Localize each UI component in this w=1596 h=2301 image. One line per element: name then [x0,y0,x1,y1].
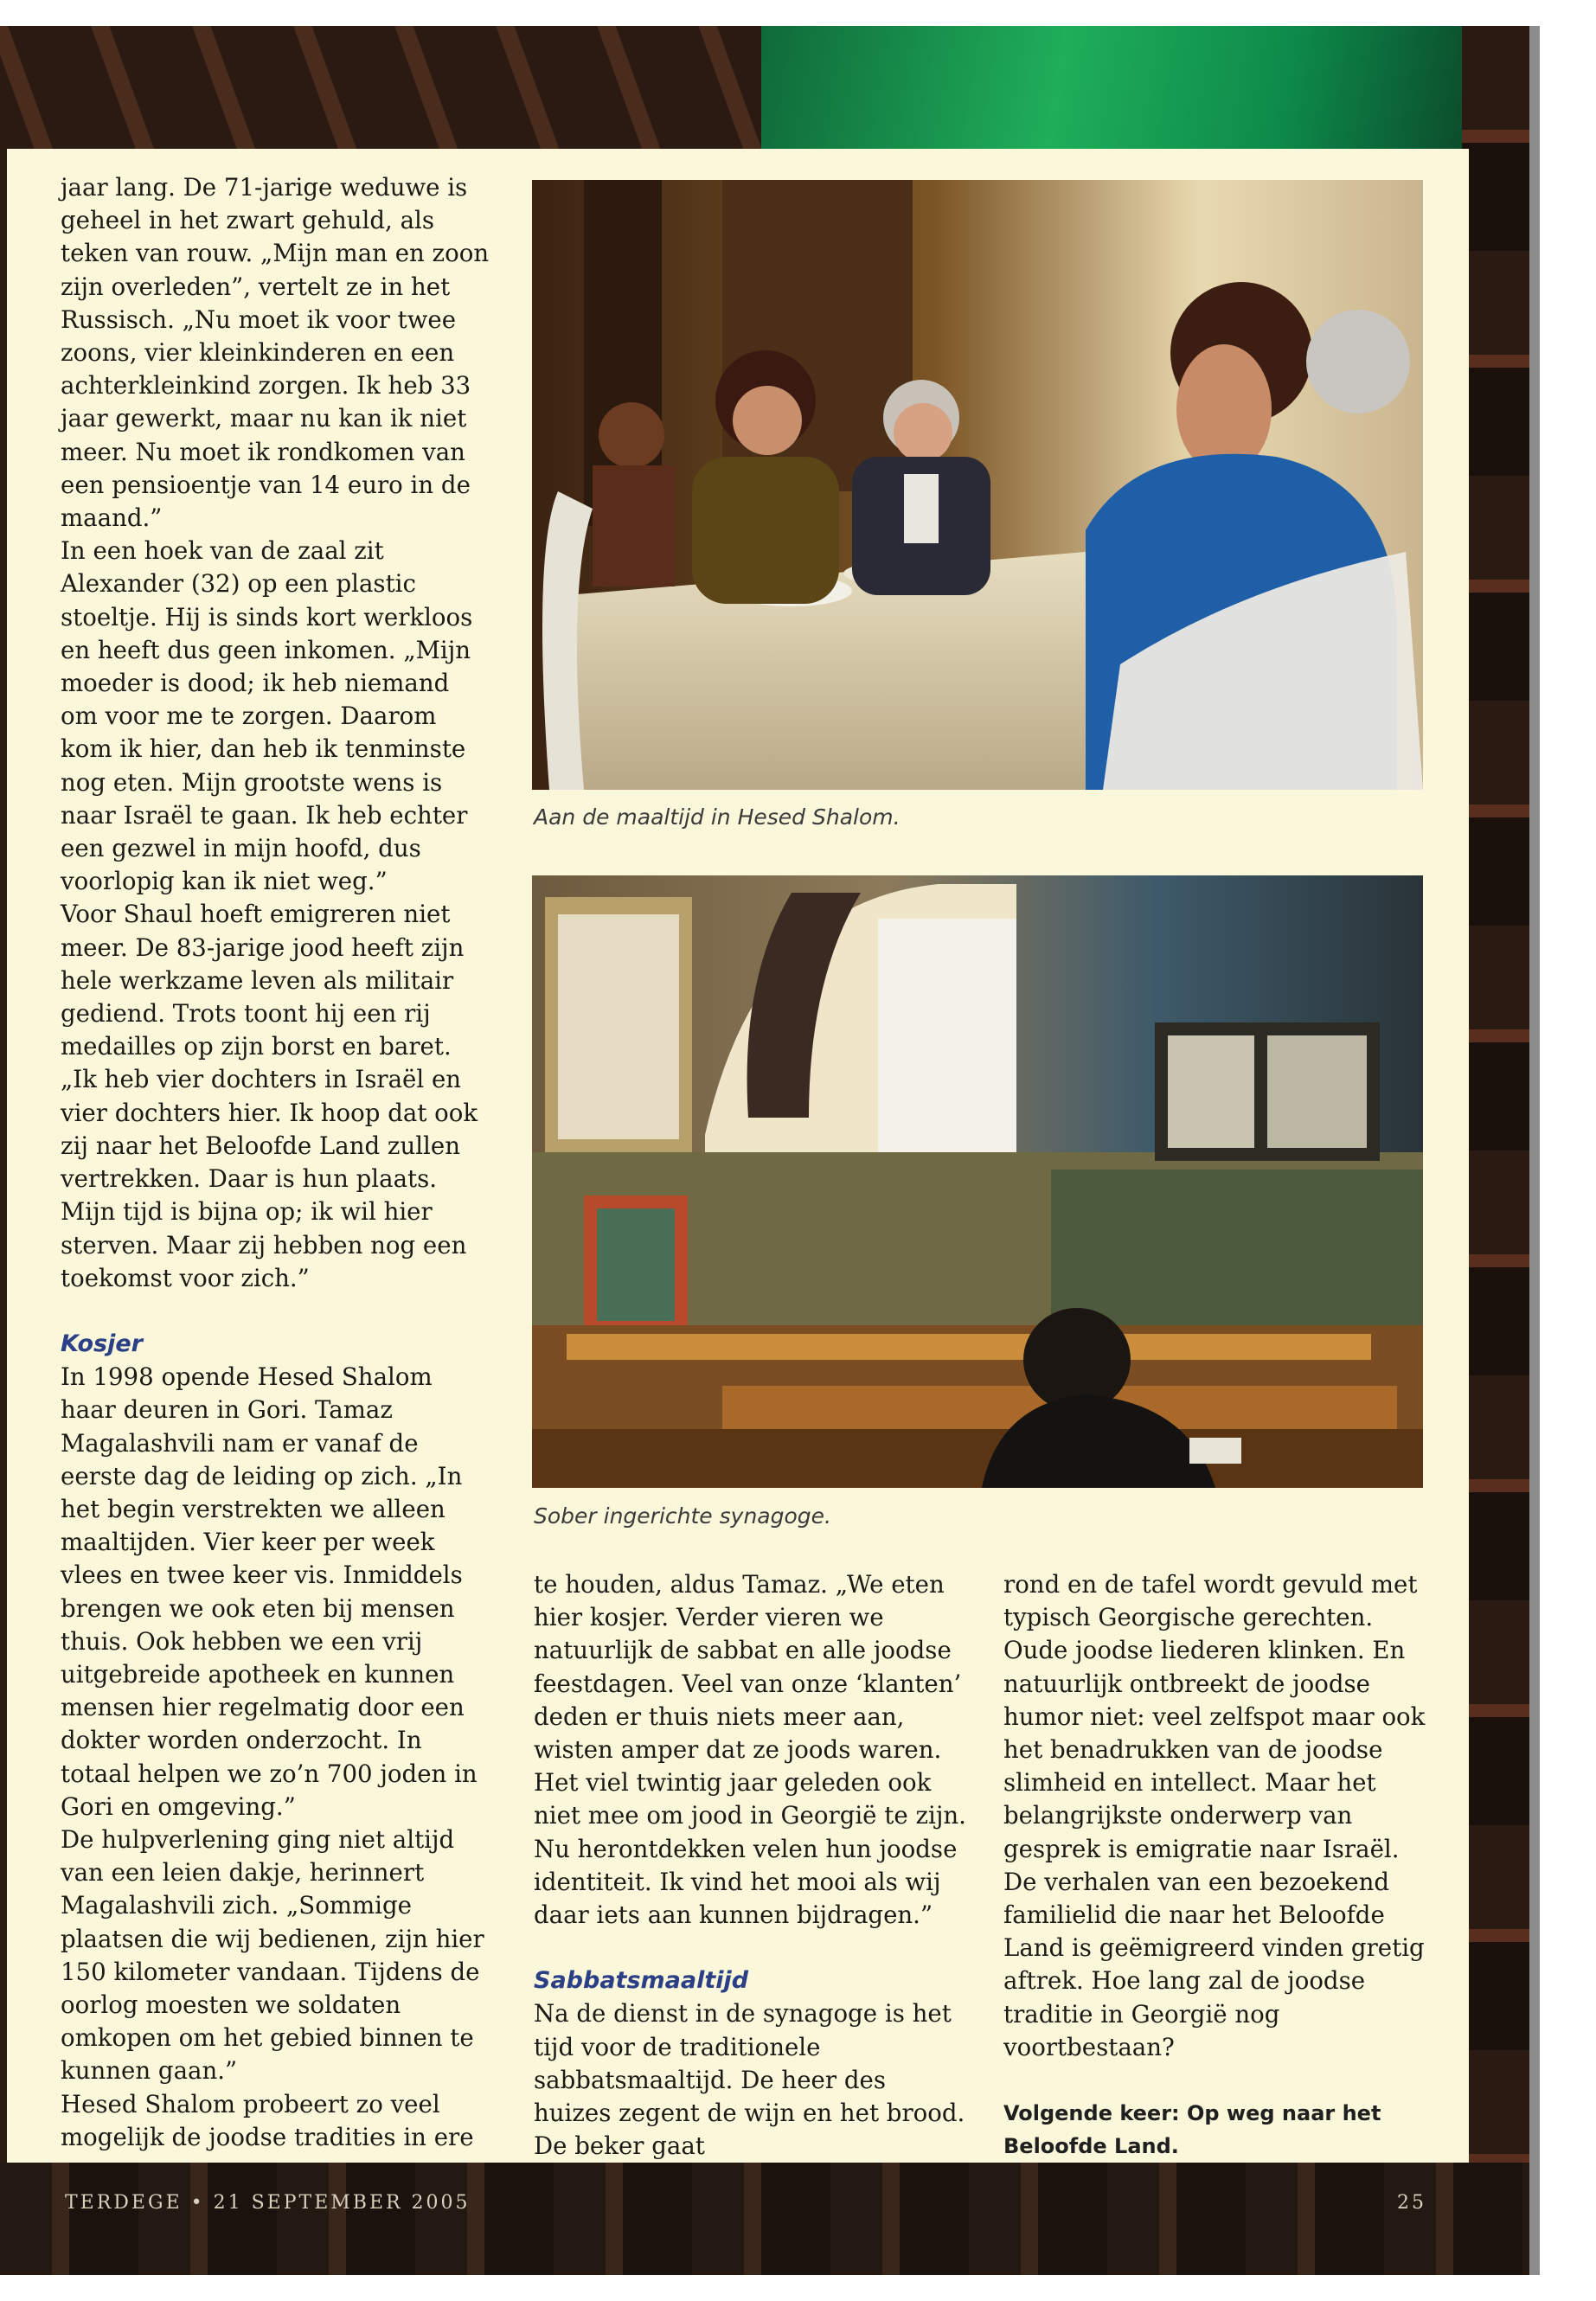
photo-meal-image [532,180,1423,790]
paragraph: Hesed Shalom probeert zo veel mogelijk de joodse tradities in ere [61,2089,474,2151]
background-photo-right-strip [1462,26,1529,2275]
scan-edge [1529,26,1540,2275]
paragraph: De hulpverlening ging niet altijd van een leien dakje, herinnert Magalashvili zich. „Sommige plaatsen die wij bedienen, zijn hier 150 kilometer vandaan. Tijdens de oorlog moesten we soldaten omkopen om het gebied binnen te kunnen gaan.” [61,1824,484,2086]
article-column-2 [534,1568,966,2163]
next-issue-note: Volgende keer: Op weg naar het Beloofde Land. [1003,2101,1381,2159]
subhead-sabbatsmaaltijd: Sabbatsmaaltijd [534,1967,749,1995]
paragraph: Voor Shaul hoeft emigreren niet meer. De 83-jarige jood heeft zijn hele werkzame leven als militair gediend. Trots toont hij een rij medailles op zijn borst en baret. „Ik heb vier dochters in Israël en vier dochters hier. Ik hoop dat ook zij naar het Beloofde Land zullen vertrekken. Daar is hun plaats. Mijn tijd is bijna op; ik wil hier sterven. Maar zij hebben nog een toekomst voor zich.” [61,900,478,1292]
photo-synagogue [532,875,1423,1488]
paragraph: In een hoek van de zaal zit Alexander (32) op een plastic stoeltje. Hij is sinds kort werkloos en heeft dus geen inkomen. „Mijn moeder is dood; ik heb niemand om voor me te zorgen. Daarom kom ik hier, dan heb ik tenminste nog eten. Mijn grootste wens is naar Israël te gaan. Ik heb echter een gezwel in mijn hoofd, dus voorlopig kan ik niet weg.” [61,536,473,896]
paragraph: te houden, aldus Tamaz. „We eten hier kosjer. Verder vieren we natuurlijk de sabbat en alle joodse feestdagen. Veel van onze ‘klanten’ deden er thuis niets meer aan, wisten amper dat ze joods waren. Het viel twintig jaar geleden ook niet mee om jood in Georgië te zijn. Nu herontdekken velen hun joodse identiteit. Ik vind het mooi als wij daar iets aan kunnen bijdragen.” [534,1570,966,1930]
paragraph: rond en de tafel wordt gevuld met typisch Georgische gerechten. Oude joodse liederen klinken. En natuurlijk ontbreekt de joodse humor niet: veel zelfspot maar ook het benadrukken van de joodse slimheid en intellect. Maar het belangrijkste onderwerp van gesprek is emigratie naar Israël. De verhalen van een bezoekend familielid die naar het Beloofde Land is geëmigreerd vinden gretig aftrek. Hoe lang zal de joodse traditie in Georgië nog voortbestaan? [1003,1570,1426,2061]
photo-caption-meal: Aan de maaltijd in Hesed Shalom. [534,804,901,830]
subhead-kosjer: Kosjer [61,1330,143,1357]
footer-magazine-date: TERDEGE • 21 SEPTEMBER 2005 [65,2192,471,2214]
paragraph: In 1998 opende Hesed Shalom haar deuren in Gori. Tamaz Magalashvili nam er vanaf de eerste dag de leiding op zich. „In het begin verstrekten we alleen maaltijden. Vier keer per week vlees en twee keer vis. Inmiddels brengen we ook eten bij mensen thuis. Ook hebben we een vrij uitgebreide apotheek en kunnen mensen hier regelmatig door een dokter worden onderzocht. In totaal helpen we zo’n 700 joden in Gori en omgeving.” [61,1362,478,1821]
article-column-3 [1003,1568,1436,2163]
article-column-1 [61,171,493,2154]
photo-caption-synagogue: Sober ingerichte synagoge. [534,1503,831,1529]
background-photo-top-green [761,26,1505,156]
photo-synagogue-image [532,875,1423,1488]
paragraph: Na de dienst in de synagoge is het tijd voor de traditionele sabbatsmaaltijd. De heer des huizes zegent de wijn en het brood. De beker gaat [534,1999,965,2161]
page-number: 25 [1397,2192,1426,2214]
background-photo-top-left [0,26,761,156]
background-photo-bottom-strip [0,2163,1529,2275]
paragraph: jaar lang. De 71-jarige weduwe is geheel in het zwart gehuld, als teken van rouw. „Mijn man en zoon zijn overleden”, vertelt ze in het Russisch. „Nu moet ik voor twee zoons, vier kleinkinderen en een achterkleinkind zorgen. Ik heb 33 jaar gewerkt, maar nu kan ik niet meer. Nu moet ik rondkomen van een pensioentje van 14 euro in de maand.” [61,173,490,533]
photo-meal-hesed-shalom [532,180,1423,790]
